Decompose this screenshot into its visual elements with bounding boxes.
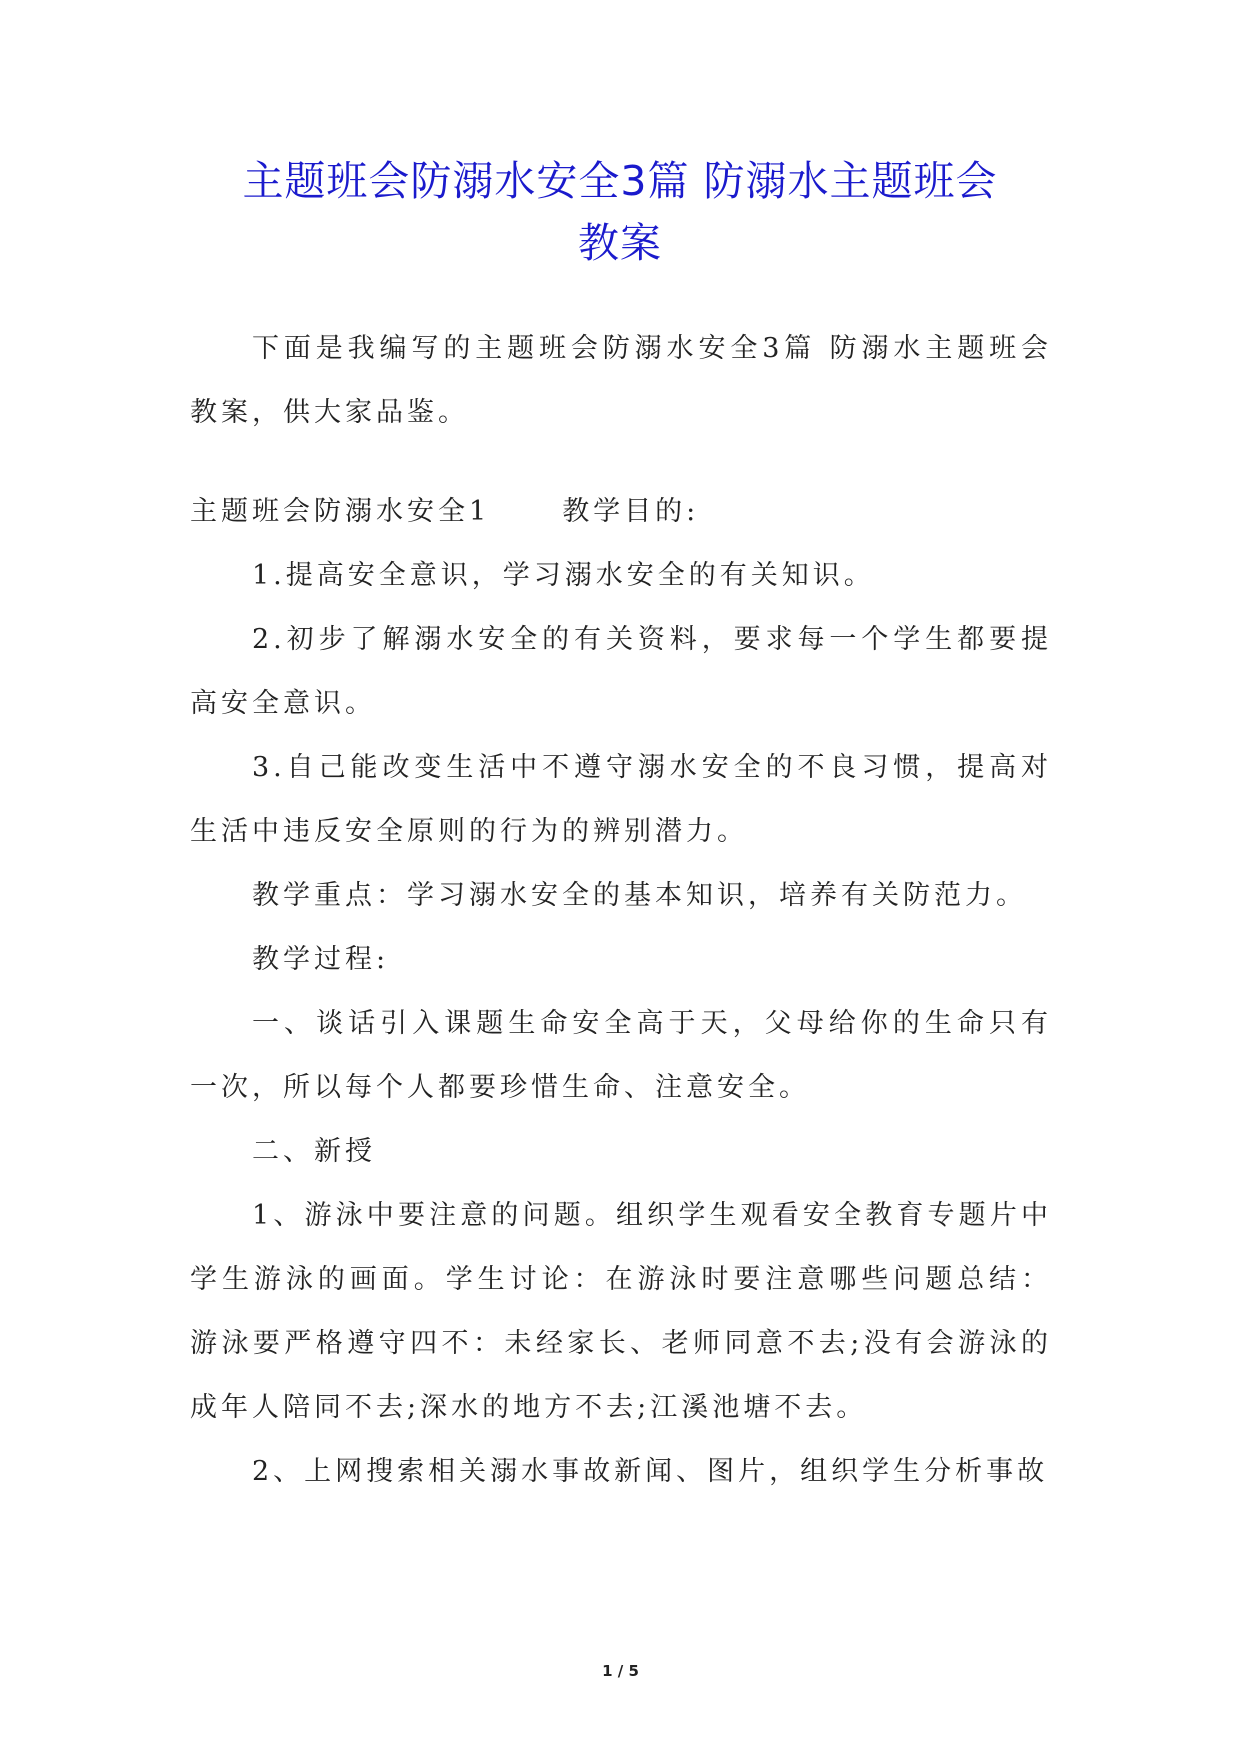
title-line-1: 主题班会防溺水安全3篇 防溺水主题班会 [242,157,998,205]
section-subheading: 教学目的: [562,496,700,527]
section-heading-row [190,480,1052,544]
paragraph-9: 2、上网搜索相关溺水事故新闻、图片，组织学生分析事故 [252,1456,1049,1487]
paragraph-3: 3.自己能改变生活中不遵守溺水安全的不良习惯，提高对生活中违反安全原则的行为的辨别潜力。 [190,752,1052,847]
paragraph-8: 1、游泳中要注意的问题。组织学生观看安全教育专题片中学生游泳的画面。学生讨论：在游泳时要注意哪些问题总结：游泳要严格遵守四不：未经家长、老师同意不去;没有会游泳的成年人陪同不去;深水的地方不去;江溪池塘不去。 [190,1200,1052,1423]
paragraph-7: 二、新授 [252,1136,376,1167]
paragraph-2: 2.初步了解溺水安全的有关资料，要求每一个学生都要提高安全意识。 [190,624,1052,719]
paragraph-1: 1.提高安全意识，学习溺水安全的有关知识。 [252,560,875,591]
page-number: 1 / 5 [602,1662,639,1680]
intro-paragraph: 下面是我编写的主题班会防溺水安全3篇 防溺水主题班会教案，供大家品鉴。 [190,333,1052,428]
paragraph-4: 教学重点：学习溺水安全的基本知识，培养有关防范力。 [252,880,1027,911]
document-title [180,150,1060,274]
section-heading: 主题班会防溺水安全1 [190,496,491,527]
paragraph-6: 一、谈话引入课题生命安全高于天，父母给你的生命只有一次，所以每个人都要珍惜生命、注意安全。 [190,1008,1052,1103]
title-line-2: 教案 [578,219,662,267]
paragraph-5: 教学过程: [252,944,390,975]
